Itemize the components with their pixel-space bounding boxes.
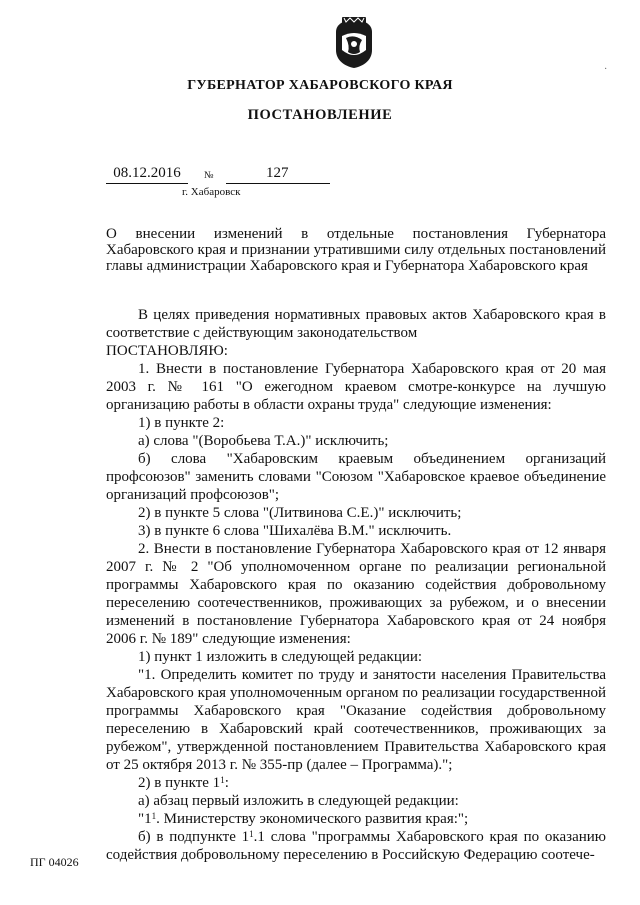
preamble: В целях приведения нормативных правовых актов Хабаровского края в соответствие с действующим законодательством [106, 307, 606, 341]
document-type: ПОСТАНОВЛЕНИЕ [247, 107, 393, 123]
document-body [106, 306, 606, 864]
paragraph-1-3: 3) в пункте 6 слова "Шихалёва В.М." исключить. [138, 523, 452, 539]
paragraph-2-1: 1) пункт 1 изложить в следующей редакции: [138, 649, 423, 665]
paragraph-2-2-b [106, 828, 606, 864]
coat-of-arms-icon [330, 16, 378, 70]
document-subject: О внесении изменений в отдельные постановления Губернатора Хабаровского края и признании утратившими силу отдельных постановлений главы администрации Хабаровского края и Губернатора Хабаровского края [106, 226, 606, 274]
paragraph-2-2-text: 2) в пункте 1 [138, 775, 221, 791]
footer-code: ПГ 04026 [30, 855, 79, 869]
paragraph-2: 2. Внести в постановление Губернатора Хабаровского края от 12 января 2007 г. № 2 "Об уполномоченном органе по реализации региональной программы Хабаровского края по оказанию содействия добровольному переселению соотечественников, проживающих за рубежом, и о внесении изменений в постановление Губернатора Хабаровского края от 24 ноября 2006 г. № 189" следующие изменения: [106, 541, 606, 647]
superscript: 1 [220, 775, 225, 785]
paragraph-2-1-quote: "1. Определить комитет по труду и занятости населения Правительства Хабаровского края уполномоченным органом по реализации государственной программы Хабаровского края "Оказание содействия добровольному переселению в Хабаровский край соотечественников, проживающих за рубежом", утвержденной постановлением Правительства Хабаровского края от 25 октября 2013 г. № 355-пр (далее – Программа)."; [106, 667, 606, 773]
number-sign: № [204, 170, 214, 181]
superscript: 1 [151, 811, 157, 821]
paragraph-2-2 [106, 774, 606, 792]
paragraph-1-2: 2) в пункте 5 слова "(Литвинова С.Е.)" исключить; [138, 505, 462, 521]
paragraph-1-1: 1) в пункте 2: [138, 415, 225, 431]
issue-city: г. Хабаровск [182, 186, 241, 198]
issuing-authority: ГУБЕРНАТОР ХАБАРОВСКОГО КРАЯ [187, 78, 453, 93]
corner-mark: · [604, 64, 608, 75]
paragraph-2-2-a-quote [106, 810, 606, 828]
paragraph-2-2-a: а) абзац первый изложить в следующей редакции: [138, 793, 459, 809]
paragraph-2-2-b-tail: .1 слова "программы Хабаровского края по оказанию содействия добровольному переселению в Российскую Федерацию соотече- [106, 829, 606, 863]
paragraph-1-1-b: б) слова "Хабаровским краевым объединением организаций профсоюзов" заменить словами "Союзом "Хабаровское краевое объединение организаций профсоюзов"; [106, 451, 606, 503]
paragraph-2-2-b-text: б) в подпункте 1 [138, 829, 250, 845]
paragraph-2-2-tail: : [224, 775, 229, 791]
document-number: 127 [226, 165, 330, 184]
decree-word: ПОСТАНОВЛЯЮ: [106, 343, 228, 359]
document-date: 08.12.2016 [106, 165, 188, 184]
superscript: 1 [249, 829, 254, 839]
paragraph-1-1-a: а) слова "(Воробьева Т.А.)" исключить; [138, 433, 389, 449]
quote-tail: . Министерству экономического развития края:"; [156, 811, 469, 827]
quote-text: "1 [138, 811, 152, 827]
paragraph-1: 1. Внести в постановление Губернатора Хабаровского края от 20 мая 2003 г. № 161 "О ежегодном краевом смотре-конкурсе на лучшую организацию работы в области охраны труда" следующие изменения: [106, 361, 606, 413]
